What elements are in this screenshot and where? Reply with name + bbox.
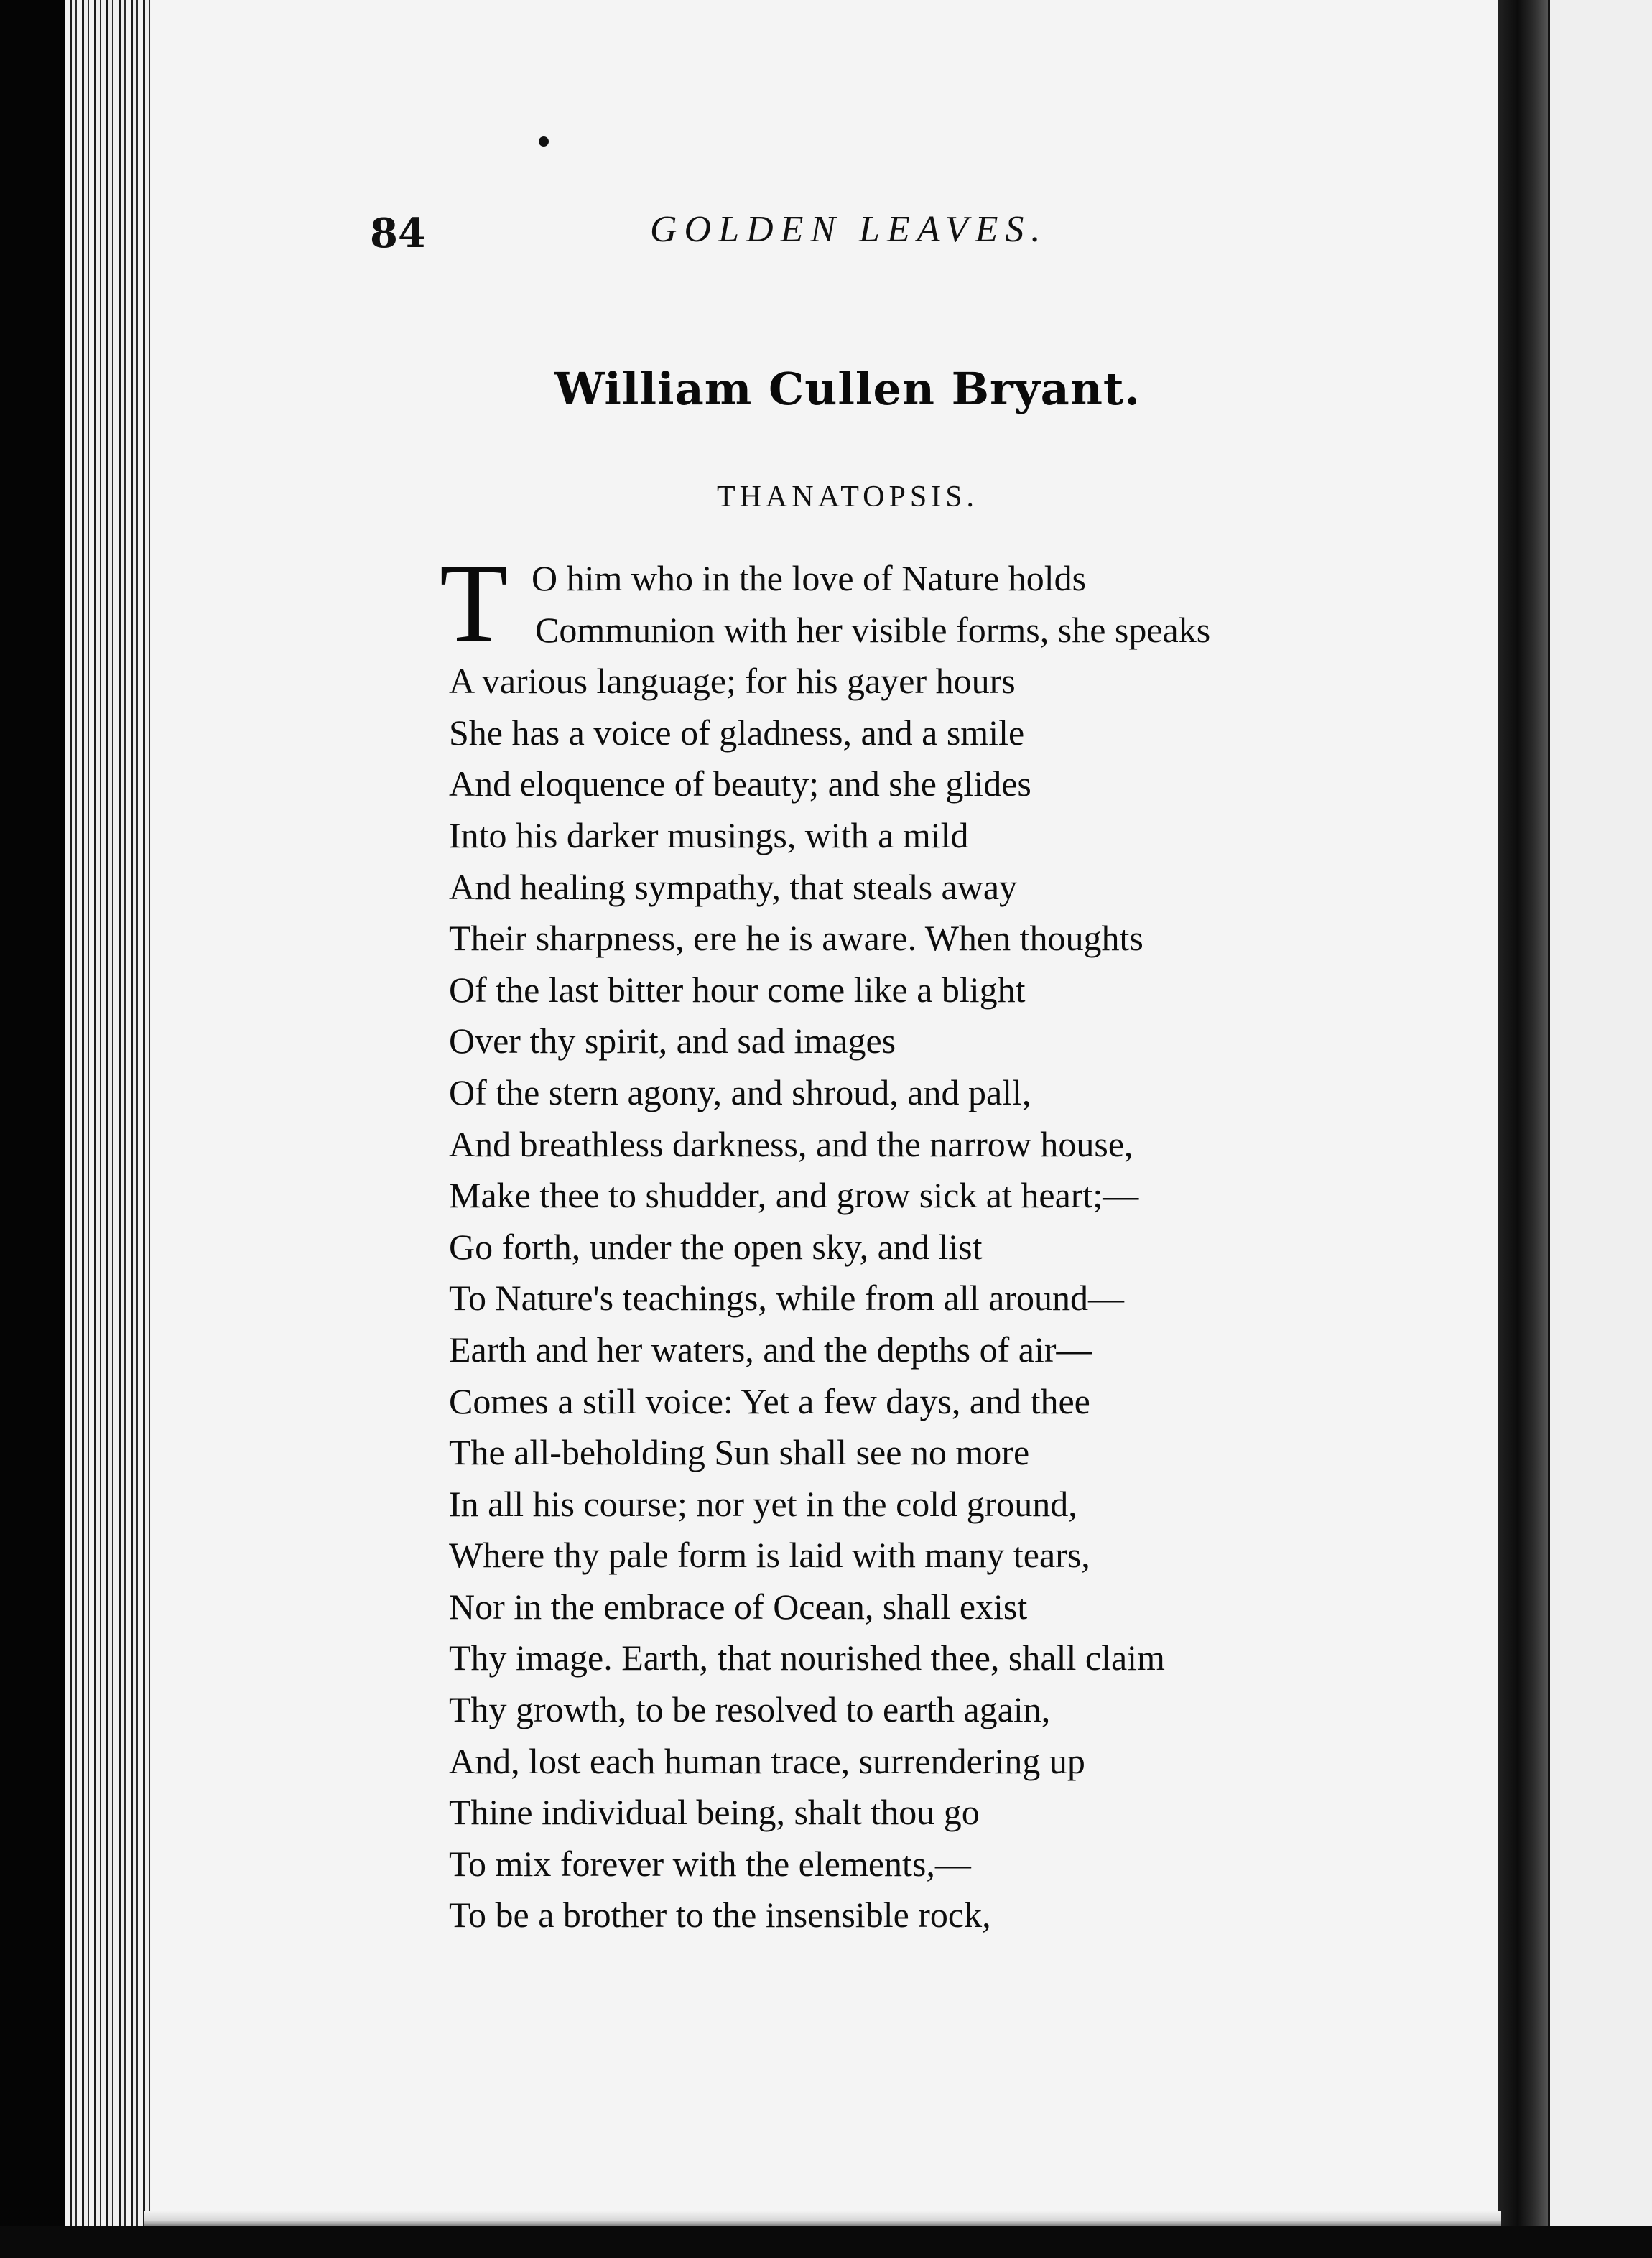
poem-line: Nor in the embrace of Ocean, shall exist: [449, 1586, 1028, 1627]
poem-line: Comes a still voice: Yet a few days, and thee: [449, 1380, 1090, 1421]
scan-border-left: [0, 0, 65, 2258]
poem-line: Where thy pale form is laid with many tears,: [449, 1535, 1090, 1576]
poem-line: Over thy spirit, and sad images: [449, 1021, 896, 1061]
poem-line: To Nature's teachings, while from all around—: [449, 1278, 1124, 1319]
scan-border-bottom: [0, 2226, 1652, 2258]
poem-line: Into his darker musings, with a mild: [449, 814, 969, 855]
running-head: GOLDEN LEAVES.: [650, 209, 1048, 250]
poem-line: Thy growth, to be resolved to earth again,: [449, 1689, 1051, 1730]
ink-dot: [539, 136, 549, 147]
poem-line: Their sharpness, ere he is aware. When thoughts: [449, 918, 1143, 959]
poem-line: The all-beholding Sun shall see no more: [449, 1432, 1030, 1473]
poem-title: THANATOPSIS.: [716, 480, 979, 514]
poem-line: Thy image. Earth, that nourished thee, shall claim: [449, 1637, 1165, 1678]
page-number: 84: [370, 210, 426, 257]
poem-line: And, lost each human trace, surrendering up: [449, 1740, 1085, 1781]
gutter-shadow: [1498, 0, 1548, 2234]
poem-line: And eloquence of beauty; and she glides: [449, 763, 1031, 804]
poem-line: And healing sympathy, that steals away: [449, 866, 1018, 907]
poem-line: Thine individual being, shalt thou go: [449, 1792, 980, 1833]
page-edges-stack: [65, 0, 158, 2234]
facing-page-edge: [1548, 0, 1652, 2234]
author-heading: William Cullen Bryant.: [554, 363, 1141, 415]
poem-body: [449, 553, 1354, 1941]
poem-line: A various language; for his gayer hours: [449, 661, 1016, 702]
drop-cap: T: [440, 541, 509, 665]
poem-line: In all his course; nor yet in the cold ground,: [449, 1483, 1077, 1524]
poem-line: Make thee to shudder, and grow sick at heart;—: [449, 1175, 1139, 1216]
poem-line: Of the stern agony, and shroud, and pall,: [449, 1072, 1031, 1112]
page-bottom-edge: [144, 2211, 1501, 2226]
poem-line: O him who in the love of Nature holds: [532, 558, 1087, 598]
poem-line: To mix forever with the elements,—: [449, 1843, 971, 1884]
poem-line: Of the last bitter hour come like a blight: [449, 969, 1026, 1010]
poem-line: And breathless darkness, and the narrow house,: [449, 1123, 1133, 1164]
poem-line: She has a voice of gladness, and a smile: [449, 712, 1025, 753]
poem-line: Go forth, under the open sky, and list: [449, 1226, 983, 1267]
poem-line: Earth and her waters, and the depths of air—: [449, 1329, 1092, 1370]
poem-line: Communion with her visible forms, she speaks: [535, 609, 1211, 650]
poem-line: To be a brother to the insensible rock,: [449, 1895, 991, 1936]
